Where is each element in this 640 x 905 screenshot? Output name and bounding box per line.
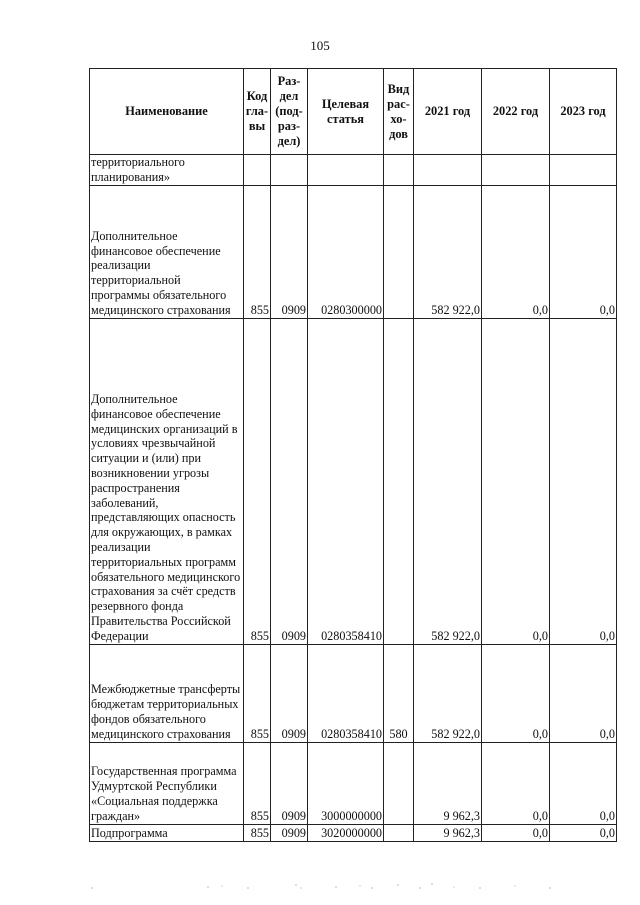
row-chapter-code: 855	[244, 644, 271, 742]
row-amount-2022: 0,0	[482, 824, 550, 841]
row-target-article	[308, 155, 384, 186]
row-chapter-code: 855	[244, 185, 271, 318]
row-amount-2022: 0,0	[482, 318, 550, 644]
header-target-article: Целевая статья	[308, 69, 384, 155]
row-expense-type	[384, 318, 414, 644]
row-amount-2022: 0,0	[482, 644, 550, 742]
row-amount-2021	[414, 155, 482, 186]
table-row	[90, 824, 617, 841]
row-section: 0909	[271, 824, 308, 841]
row-name: территориального планирования»	[90, 155, 244, 186]
page-number: 105	[310, 38, 330, 53]
row-name: Дополнительное финансовое обеспечение реализации территориальной программы обязательного медицинского страхования	[90, 185, 244, 318]
row-amount-2021: 9 962,3	[414, 742, 482, 824]
row-amount-2023: 0,0	[550, 742, 617, 824]
row-amount-2022	[482, 155, 550, 186]
header-name: Наименование	[90, 69, 244, 155]
row-amount-2022: 0,0	[482, 742, 550, 824]
row-expense-type	[384, 824, 414, 841]
row-target-article: 3020000000	[308, 824, 384, 841]
scan-noise	[60, 882, 580, 892]
row-expense-type	[384, 155, 414, 186]
header-year-2021: 2021 год	[414, 69, 482, 155]
header-row	[90, 69, 617, 155]
header-expense-type: Вид рас- хо- дов	[384, 69, 414, 155]
row-target-article: 0280358410	[308, 644, 384, 742]
row-section: 0909	[271, 644, 308, 742]
row-name: Дополнительное финансовое обеспечение медицинских организаций в условиях чрезвычайной ситуации и (или) при возникновении угрозы распространения заболеваний, представляющих опасность для окружающих, в рамках реализации территориальных программ обязательного медицинского страхования за счёт средств резервного фонда Правительства Российской Федерации	[90, 318, 244, 644]
row-expense-type	[384, 742, 414, 824]
row-section: 0909	[271, 318, 308, 644]
row-chapter-code: 855	[244, 824, 271, 841]
row-amount-2021: 582 922,0	[414, 644, 482, 742]
row-name: Межбюджетные трансферты бюджетам территориальных фондов обязательного медицинского страхования	[90, 644, 244, 742]
table-row	[90, 185, 617, 318]
row-amount-2021: 582 922,0	[414, 185, 482, 318]
row-target-article: 0280358410	[308, 318, 384, 644]
table-row	[90, 318, 617, 644]
row-amount-2023: 0,0	[550, 824, 617, 841]
row-chapter-code: 855	[244, 318, 271, 644]
row-amount-2023: 0,0	[550, 185, 617, 318]
row-amount-2021: 9 962,3	[414, 824, 482, 841]
row-chapter-code	[244, 155, 271, 186]
row-name: Государственная программа Удмуртской Республики «Социальная поддержка граждан»	[90, 742, 244, 824]
row-name: Подпрограмма	[90, 824, 244, 841]
header-year-2022: 2022 год	[482, 69, 550, 155]
table-row	[90, 644, 617, 742]
row-expense-type: 580	[384, 644, 414, 742]
row-amount-2021: 582 922,0	[414, 318, 482, 644]
row-amount-2023: 0,0	[550, 318, 617, 644]
row-chapter-code: 855	[244, 742, 271, 824]
row-section: 0909	[271, 185, 308, 318]
header-chapter-code: Код гла- вы	[244, 69, 271, 155]
row-expense-type	[384, 185, 414, 318]
row-target-article: 0280300000	[308, 185, 384, 318]
row-target-article: 3000000000	[308, 742, 384, 824]
table-row	[90, 155, 617, 186]
row-amount-2023: 0,0	[550, 644, 617, 742]
row-amount-2023	[550, 155, 617, 186]
header-section: Раз- дел (под- раз- дел)	[271, 69, 308, 155]
header-year-2023: 2023 год	[550, 69, 617, 155]
row-amount-2022: 0,0	[482, 185, 550, 318]
table-row	[90, 742, 617, 824]
row-section	[271, 155, 308, 186]
budget-table	[89, 68, 617, 842]
row-section: 0909	[271, 742, 308, 824]
